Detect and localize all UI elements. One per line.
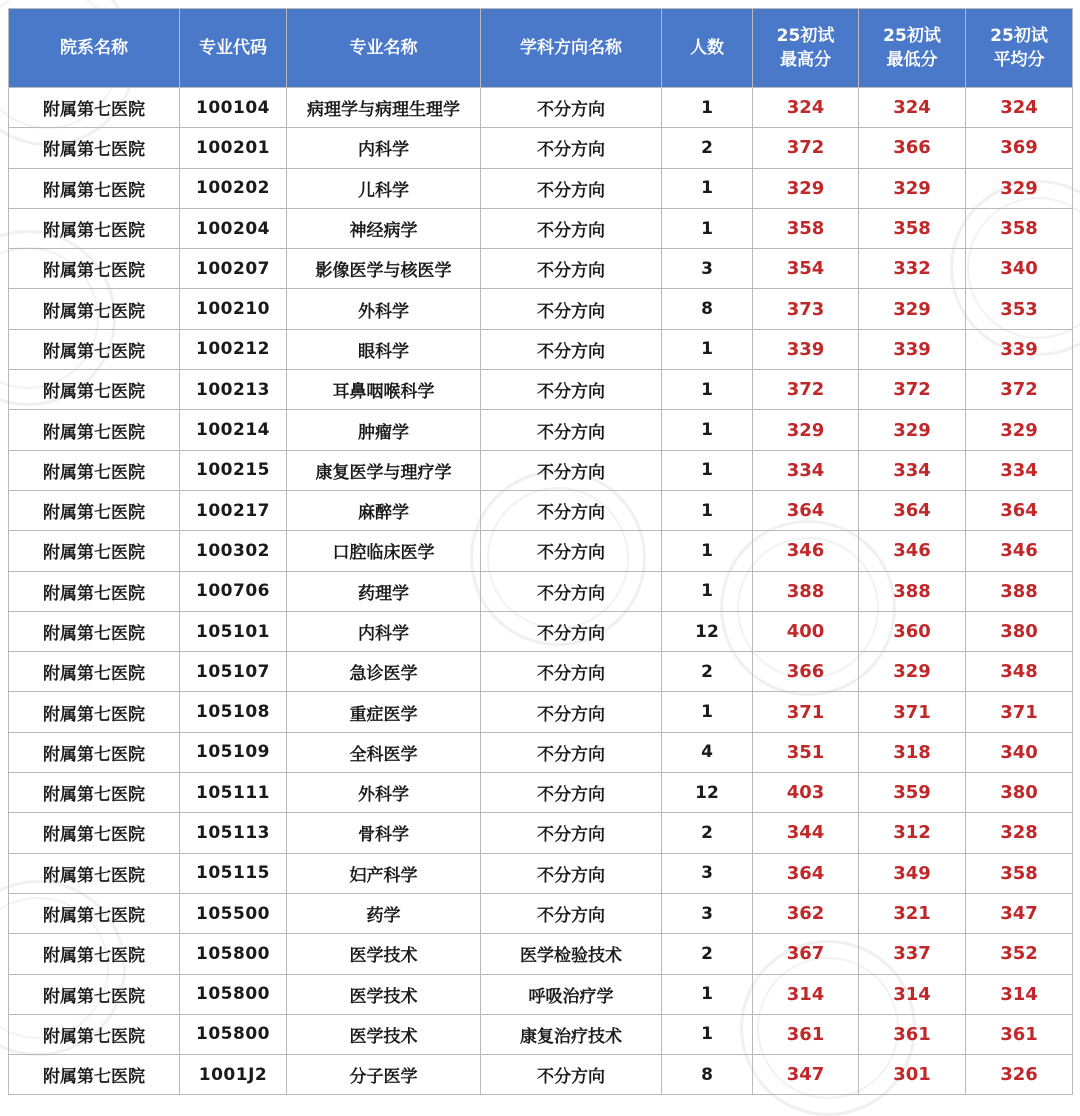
cell-max-score: 314 — [753, 974, 859, 1014]
cell-min-score: 364 — [859, 490, 966, 530]
table-row — [9, 329, 1073, 369]
cell-college: 附属第七医院 — [9, 652, 180, 692]
cell-direction: 不分方向 — [481, 853, 662, 893]
cell-max-score: 324 — [753, 88, 859, 128]
table-row — [9, 1014, 1073, 1054]
cell-min-score: 371 — [859, 692, 966, 732]
cell-count: 1 — [662, 571, 753, 611]
cell-avg-score: 358 — [966, 853, 1073, 893]
cell-college: 附属第七医院 — [9, 128, 180, 168]
cell-count: 1 — [662, 1014, 753, 1054]
cell-major-code: 100217 — [180, 490, 287, 530]
cell-max-score: 362 — [753, 893, 859, 933]
cell-direction: 不分方向 — [481, 410, 662, 450]
cell-college: 附属第七医院 — [9, 1014, 180, 1054]
header-max-line2: 最高分 — [780, 50, 831, 70]
cell-count: 4 — [662, 732, 753, 772]
cell-major-name: 内科学 — [287, 128, 481, 168]
header-max-line1: 25初试 — [776, 26, 835, 46]
header-avg-score — [966, 9, 1073, 88]
cell-college: 附属第七医院 — [9, 531, 180, 571]
cell-max-score: 358 — [753, 208, 859, 248]
cell-max-score: 403 — [753, 773, 859, 813]
cell-avg-score: 329 — [966, 410, 1073, 450]
cell-direction: 不分方向 — [481, 692, 662, 732]
cell-max-score: 339 — [753, 329, 859, 369]
table-row — [9, 732, 1073, 772]
table-body — [9, 88, 1073, 1095]
cell-count: 1 — [662, 168, 753, 208]
table-row — [9, 370, 1073, 410]
cell-min-score: 329 — [859, 652, 966, 692]
table-row — [9, 853, 1073, 893]
cell-direction: 不分方向 — [481, 490, 662, 530]
score-table — [8, 8, 1073, 1095]
cell-avg-score: 339 — [966, 329, 1073, 369]
cell-major-code: 105101 — [180, 611, 287, 651]
cell-max-score: 366 — [753, 652, 859, 692]
cell-college: 附属第七医院 — [9, 893, 180, 933]
cell-college: 附属第七医院 — [9, 370, 180, 410]
cell-max-score: 329 — [753, 168, 859, 208]
cell-college: 附属第七医院 — [9, 289, 180, 329]
cell-direction: 不分方向 — [481, 128, 662, 168]
cell-count: 2 — [662, 934, 753, 974]
cell-max-score: 344 — [753, 813, 859, 853]
cell-major-name: 病理学与病理生理学 — [287, 88, 481, 128]
cell-min-score: 329 — [859, 168, 966, 208]
cell-major-name: 医学技术 — [287, 934, 481, 974]
header-avg-line2: 平均分 — [993, 50, 1045, 70]
cell-college: 附属第七医院 — [9, 208, 180, 248]
cell-max-score: 371 — [753, 692, 859, 732]
cell-min-score: 337 — [859, 934, 966, 974]
cell-major-name: 眼科学 — [287, 329, 481, 369]
cell-major-name: 内科学 — [287, 611, 481, 651]
cell-major-code: 100210 — [180, 289, 287, 329]
cell-major-name: 医学技术 — [287, 1014, 481, 1054]
cell-min-score: 334 — [859, 450, 966, 490]
cell-direction: 不分方向 — [481, 208, 662, 248]
cell-min-score: 372 — [859, 370, 966, 410]
cell-count: 3 — [662, 853, 753, 893]
cell-major-name: 肿瘤学 — [287, 410, 481, 450]
cell-count: 2 — [662, 128, 753, 168]
cell-major-code: 105800 — [180, 1014, 287, 1054]
cell-major-name: 影像医学与核医学 — [287, 249, 481, 289]
cell-major-code: 100202 — [180, 168, 287, 208]
cell-direction: 不分方向 — [481, 1055, 662, 1095]
cell-college: 附属第七医院 — [9, 934, 180, 974]
cell-major-name: 耳鼻咽喉科学 — [287, 370, 481, 410]
cell-direction: 不分方向 — [481, 531, 662, 571]
cell-direction: 不分方向 — [481, 813, 662, 853]
cell-avg-score: 380 — [966, 773, 1073, 813]
table-row — [9, 974, 1073, 1014]
cell-college: 附属第七医院 — [9, 692, 180, 732]
cell-direction: 不分方向 — [481, 732, 662, 772]
table-row — [9, 410, 1073, 450]
cell-college: 附属第七医院 — [9, 410, 180, 450]
cell-direction: 呼吸治疗学 — [481, 974, 662, 1014]
cell-college: 附属第七医院 — [9, 853, 180, 893]
cell-avg-score: 352 — [966, 934, 1073, 974]
cell-avg-score: 353 — [966, 289, 1073, 329]
table-row — [9, 813, 1073, 853]
cell-count: 1 — [662, 450, 753, 490]
cell-count: 12 — [662, 611, 753, 651]
cell-major-name: 妇产科学 — [287, 853, 481, 893]
cell-avg-score: 326 — [966, 1055, 1073, 1095]
table-row — [9, 692, 1073, 732]
cell-major-code: 105109 — [180, 732, 287, 772]
cell-count: 3 — [662, 249, 753, 289]
cell-major-name: 全科医学 — [287, 732, 481, 772]
table-row — [9, 611, 1073, 651]
cell-avg-score: 329 — [966, 168, 1073, 208]
header-max-score — [753, 9, 859, 88]
table-row — [9, 652, 1073, 692]
cell-max-score: 367 — [753, 934, 859, 974]
cell-min-score: 358 — [859, 208, 966, 248]
score-table-sheet — [8, 8, 1072, 1095]
cell-college: 附属第七医院 — [9, 249, 180, 289]
cell-major-code: 105113 — [180, 813, 287, 853]
cell-college: 附属第七医院 — [9, 732, 180, 772]
cell-min-score: 361 — [859, 1014, 966, 1054]
cell-max-score: 364 — [753, 490, 859, 530]
cell-count: 8 — [662, 289, 753, 329]
cell-min-score: 312 — [859, 813, 966, 853]
header-min-line1: 25初试 — [883, 26, 941, 46]
cell-min-score: 329 — [859, 289, 966, 329]
cell-min-score: 332 — [859, 249, 966, 289]
cell-max-score: 334 — [753, 450, 859, 490]
cell-avg-score: 340 — [966, 732, 1073, 772]
cell-count: 8 — [662, 1055, 753, 1095]
cell-min-score: 318 — [859, 732, 966, 772]
cell-major-code: 100706 — [180, 571, 287, 611]
cell-major-name: 骨科学 — [287, 813, 481, 853]
table-row — [9, 208, 1073, 248]
cell-avg-score: 372 — [966, 370, 1073, 410]
cell-avg-score: 361 — [966, 1014, 1073, 1054]
cell-min-score: 329 — [859, 410, 966, 450]
cell-max-score: 400 — [753, 611, 859, 651]
cell-count: 1 — [662, 208, 753, 248]
cell-college: 附属第七医院 — [9, 974, 180, 1014]
header-min-line2: 最低分 — [886, 50, 938, 70]
cell-direction: 不分方向 — [481, 88, 662, 128]
cell-college: 附属第七医院 — [9, 773, 180, 813]
cell-major-code: 105115 — [180, 853, 287, 893]
cell-min-score: 359 — [859, 773, 966, 813]
cell-avg-score: 324 — [966, 88, 1073, 128]
cell-direction: 不分方向 — [481, 652, 662, 692]
cell-min-score: 388 — [859, 571, 966, 611]
cell-direction: 不分方向 — [481, 370, 662, 410]
table-row — [9, 531, 1073, 571]
cell-college: 附属第七医院 — [9, 571, 180, 611]
table-row — [9, 168, 1073, 208]
cell-major-name: 口腔临床医学 — [287, 531, 481, 571]
cell-max-score: 388 — [753, 571, 859, 611]
cell-major-code: 100215 — [180, 450, 287, 490]
cell-major-code: 105800 — [180, 974, 287, 1014]
cell-major-code: 105108 — [180, 692, 287, 732]
table-row — [9, 88, 1073, 128]
header-college: 院系名称 — [9, 9, 180, 88]
cell-major-code: 100214 — [180, 410, 287, 450]
cell-major-name: 药理学 — [287, 571, 481, 611]
cell-major-name: 重症医学 — [287, 692, 481, 732]
header-major-code: 专业代码 — [180, 9, 287, 88]
cell-count: 3 — [662, 893, 753, 933]
cell-min-score: 349 — [859, 853, 966, 893]
cell-count: 1 — [662, 410, 753, 450]
cell-avg-score: 364 — [966, 490, 1073, 530]
cell-major-code: 105500 — [180, 893, 287, 933]
table-row — [9, 249, 1073, 289]
cell-count: 1 — [662, 490, 753, 530]
cell-count: 1 — [662, 531, 753, 571]
cell-max-score: 373 — [753, 289, 859, 329]
cell-direction: 医学检验技术 — [481, 934, 662, 974]
cell-avg-score: 348 — [966, 652, 1073, 692]
cell-major-code: 100212 — [180, 329, 287, 369]
cell-min-score: 346 — [859, 531, 966, 571]
cell-avg-score: 380 — [966, 611, 1073, 651]
cell-major-name: 分子医学 — [287, 1055, 481, 1095]
cell-major-code: 100201 — [180, 128, 287, 168]
cell-direction: 不分方向 — [481, 773, 662, 813]
cell-college: 附属第七医院 — [9, 813, 180, 853]
cell-direction: 不分方向 — [481, 893, 662, 933]
cell-direction: 不分方向 — [481, 329, 662, 369]
cell-max-score: 361 — [753, 1014, 859, 1054]
cell-direction: 不分方向 — [481, 289, 662, 329]
table-row — [9, 893, 1073, 933]
table-row — [9, 773, 1073, 813]
table-row — [9, 490, 1073, 530]
cell-avg-score: 371 — [966, 692, 1073, 732]
cell-major-name: 药学 — [287, 893, 481, 933]
cell-min-score: 360 — [859, 611, 966, 651]
cell-min-score: 324 — [859, 88, 966, 128]
header-direction: 学科方向名称 — [481, 9, 662, 88]
cell-major-name: 外科学 — [287, 773, 481, 813]
cell-count: 1 — [662, 692, 753, 732]
cell-max-score: 347 — [753, 1055, 859, 1095]
cell-min-score: 366 — [859, 128, 966, 168]
table-row — [9, 128, 1073, 168]
cell-major-code: 1001J2 — [180, 1055, 287, 1095]
table-row — [9, 934, 1073, 974]
cell-college: 附属第七医院 — [9, 88, 180, 128]
cell-direction: 不分方向 — [481, 571, 662, 611]
cell-count: 1 — [662, 329, 753, 369]
cell-avg-score: 346 — [966, 531, 1073, 571]
cell-avg-score: 334 — [966, 450, 1073, 490]
cell-major-code: 105111 — [180, 773, 287, 813]
cell-major-code: 105107 — [180, 652, 287, 692]
cell-major-code: 100104 — [180, 88, 287, 128]
cell-major-name: 康复医学与理疗学 — [287, 450, 481, 490]
cell-college: 附属第七医院 — [9, 1055, 180, 1095]
cell-count: 1 — [662, 974, 753, 1014]
cell-avg-score: 347 — [966, 893, 1073, 933]
header-avg-line1: 25初试 — [990, 26, 1048, 46]
cell-college: 附属第七医院 — [9, 168, 180, 208]
table-row — [9, 450, 1073, 490]
cell-major-code: 100302 — [180, 531, 287, 571]
cell-max-score: 372 — [753, 370, 859, 410]
cell-avg-score: 314 — [966, 974, 1073, 1014]
header-min-score — [859, 9, 966, 88]
cell-avg-score: 358 — [966, 208, 1073, 248]
cell-direction: 不分方向 — [481, 611, 662, 651]
cell-major-name: 神经病学 — [287, 208, 481, 248]
cell-major-name: 麻醉学 — [287, 490, 481, 530]
cell-direction: 不分方向 — [481, 168, 662, 208]
cell-college: 附属第七医院 — [9, 450, 180, 490]
cell-direction: 不分方向 — [481, 450, 662, 490]
cell-count: 1 — [662, 370, 753, 410]
table-row — [9, 571, 1073, 611]
cell-major-code: 100207 — [180, 249, 287, 289]
cell-count: 2 — [662, 652, 753, 692]
cell-major-code: 100213 — [180, 370, 287, 410]
table-header-row — [9, 9, 1073, 88]
cell-direction: 不分方向 — [481, 249, 662, 289]
cell-count: 12 — [662, 773, 753, 813]
cell-max-score: 372 — [753, 128, 859, 168]
cell-min-score: 301 — [859, 1055, 966, 1095]
cell-major-name: 外科学 — [287, 289, 481, 329]
header-count: 人数 — [662, 9, 753, 88]
cell-count: 1 — [662, 88, 753, 128]
cell-major-name: 儿科学 — [287, 168, 481, 208]
cell-max-score: 354 — [753, 249, 859, 289]
cell-max-score: 351 — [753, 732, 859, 772]
table-row — [9, 289, 1073, 329]
cell-college: 附属第七医院 — [9, 611, 180, 651]
cell-max-score: 364 — [753, 853, 859, 893]
cell-college: 附属第七医院 — [9, 329, 180, 369]
cell-min-score: 321 — [859, 893, 966, 933]
cell-major-code: 100204 — [180, 208, 287, 248]
cell-min-score: 339 — [859, 329, 966, 369]
cell-avg-score: 388 — [966, 571, 1073, 611]
cell-college: 附属第七医院 — [9, 490, 180, 530]
cell-major-name: 医学技术 — [287, 974, 481, 1014]
cell-avg-score: 340 — [966, 249, 1073, 289]
cell-count: 2 — [662, 813, 753, 853]
header-major-name: 专业名称 — [287, 9, 481, 88]
cell-max-score: 346 — [753, 531, 859, 571]
cell-direction: 康复治疗技术 — [481, 1014, 662, 1054]
cell-max-score: 329 — [753, 410, 859, 450]
cell-avg-score: 369 — [966, 128, 1073, 168]
cell-major-code: 105800 — [180, 934, 287, 974]
cell-major-name: 急诊医学 — [287, 652, 481, 692]
cell-avg-score: 328 — [966, 813, 1073, 853]
cell-min-score: 314 — [859, 974, 966, 1014]
table-row — [9, 1055, 1073, 1095]
